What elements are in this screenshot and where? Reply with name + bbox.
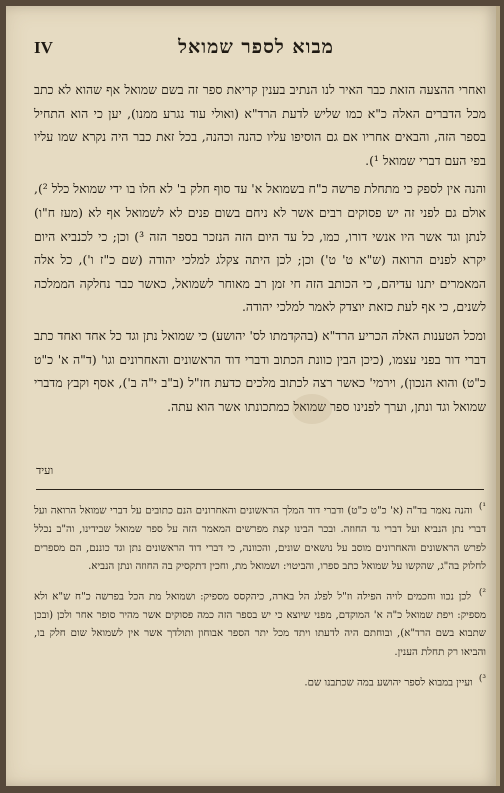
main-text (34, 78, 486, 423)
footnote-text: ועיין במבוא לספר יהושע במה שכתבנו שם. (304, 676, 473, 688)
paragraph: ואחרי ההצעה הזאת כבר האיר לנו הנתיב בענין קריאת ספר זה בשם שמואל אף שהוא לא כתב מכל הדברים האלה כ"א כמו שליש לדעת הרד"א (ואולי עוד נגרע ממנו), יען כי הוא התחיל בספר הזה, והבאים אחריו אם גם הוסיפו עליו כהנה וכהנה, בכל זאת כבר היה נקרא שמו עליו בפי העם דברי שמואל ¹). (34, 82, 486, 168)
footnote-text: והנה נאמר בד"ה (א' כ"ט כ"ט) ודברי דוד המלך הראשונים והאחרונים הנם כתובים על דברי שמואל הרואה ועל דברי נתן הנביא ועל דברי גד החוזה. ובכר הבינו קצת מפרשים המאמר הזה על ספר שמואל שבידינו, וה"ב נכלל לפרש הראשונים והאחרונים מוסב על נושאים שונים, והכוונה, כי דברי דוד הראשונים נתן וגד כוננם, הם מספרים לחלוק בה"ג, שהקשו על שמואל כתב ספרו, והביטוי: ושמואל מת, וחכין דתקסיק בה החוזה ונתן הנביא. (34, 505, 486, 573)
footnote-marker: ²) (478, 587, 486, 598)
footnote (34, 670, 486, 693)
footnote-text: לכן נכוו וחכמים לויה הפילה וז"ל לפלג הל בארה, כיהקסס מספיק: ושמואל מת הכל בפרשה כ"ח ש"א ולא מספיק: ויפת שמואל כ"ה א' המוקדם, מפני שיוצא כי יש בספר הזה כמה פסוקים אשר מהיר סופר אחר ולכן (ובכן שתבוא בשם הרד"א), ובוחתם היה לדעתו ויתד מכל יתר הספר אבוחון ותולדך אשר אין לשמואל שום חלק בו, והביאו רק תחלת הענין. (34, 591, 486, 658)
paragraph: והנה אין לספק כי מתחלת פרשה כ"ח בשמואל א' עד סוף חלק ב' לא חלו בו ידי שמואל כלל ²), אולם גם לפני זה יש פסוקים רבים אשר לא ניחם בשום פנים לא לשמואל אף לא (מעז ח"ו) לנתן וגד אשר היו אנשי דורו, כמו, כל עד היום הזה הנזכר בספר הזה ³) וכן; כי לכנביא היום יקרא לפנים הרואה (ש"א ט' ט') וכן; לכן היתה צקלג למלכי יהודה (שם כ"ז ו'), כל אלה המאמרים יתנו עדיהם, כי הכותב הזה חי זמן רב מאוחר לשמואל, כאשר כבר נחלקה הממלכה לשנים, כי אף לעת כזאת יוצדק לאמר למלכי יהודה. (34, 181, 486, 315)
page-number: IV (34, 38, 53, 57)
book-page (6, 6, 500, 786)
footnote-divider (36, 489, 484, 490)
footnote (34, 498, 486, 577)
page-header (34, 36, 478, 66)
running-title: מבוא לספר שמואל (178, 36, 334, 58)
paper-stain (292, 394, 332, 424)
paragraph: ומכל הטענות האלה הכריע הרד"א (בהקדמתו לס' יהושע) כי שמואל נתן וגד כל אחד ואחד כתב דברי דור בפני עצמו, (כיכן הבין כוונת הכתוב ודברי דוד הראשונים והאחרונים וגו' (ד"ה א' כ"ט כ"ט) והוא הנכון), וירמי' כאשר רצה לכתוב מלכים כדעת חז"ל (ב"ב י"ה ב'), אסף וקבץ מדברי שמואל וגד ונתן, וערך לפנינו ספר שמואל כמתכונתו אשר הוא עתה. (33, 327, 486, 414)
footnote (34, 584, 486, 663)
catchword: ועיד (36, 464, 54, 477)
footnote-marker: ¹) (478, 502, 486, 512)
footnotes (34, 498, 486, 700)
footnote-marker: ³) (478, 673, 486, 684)
